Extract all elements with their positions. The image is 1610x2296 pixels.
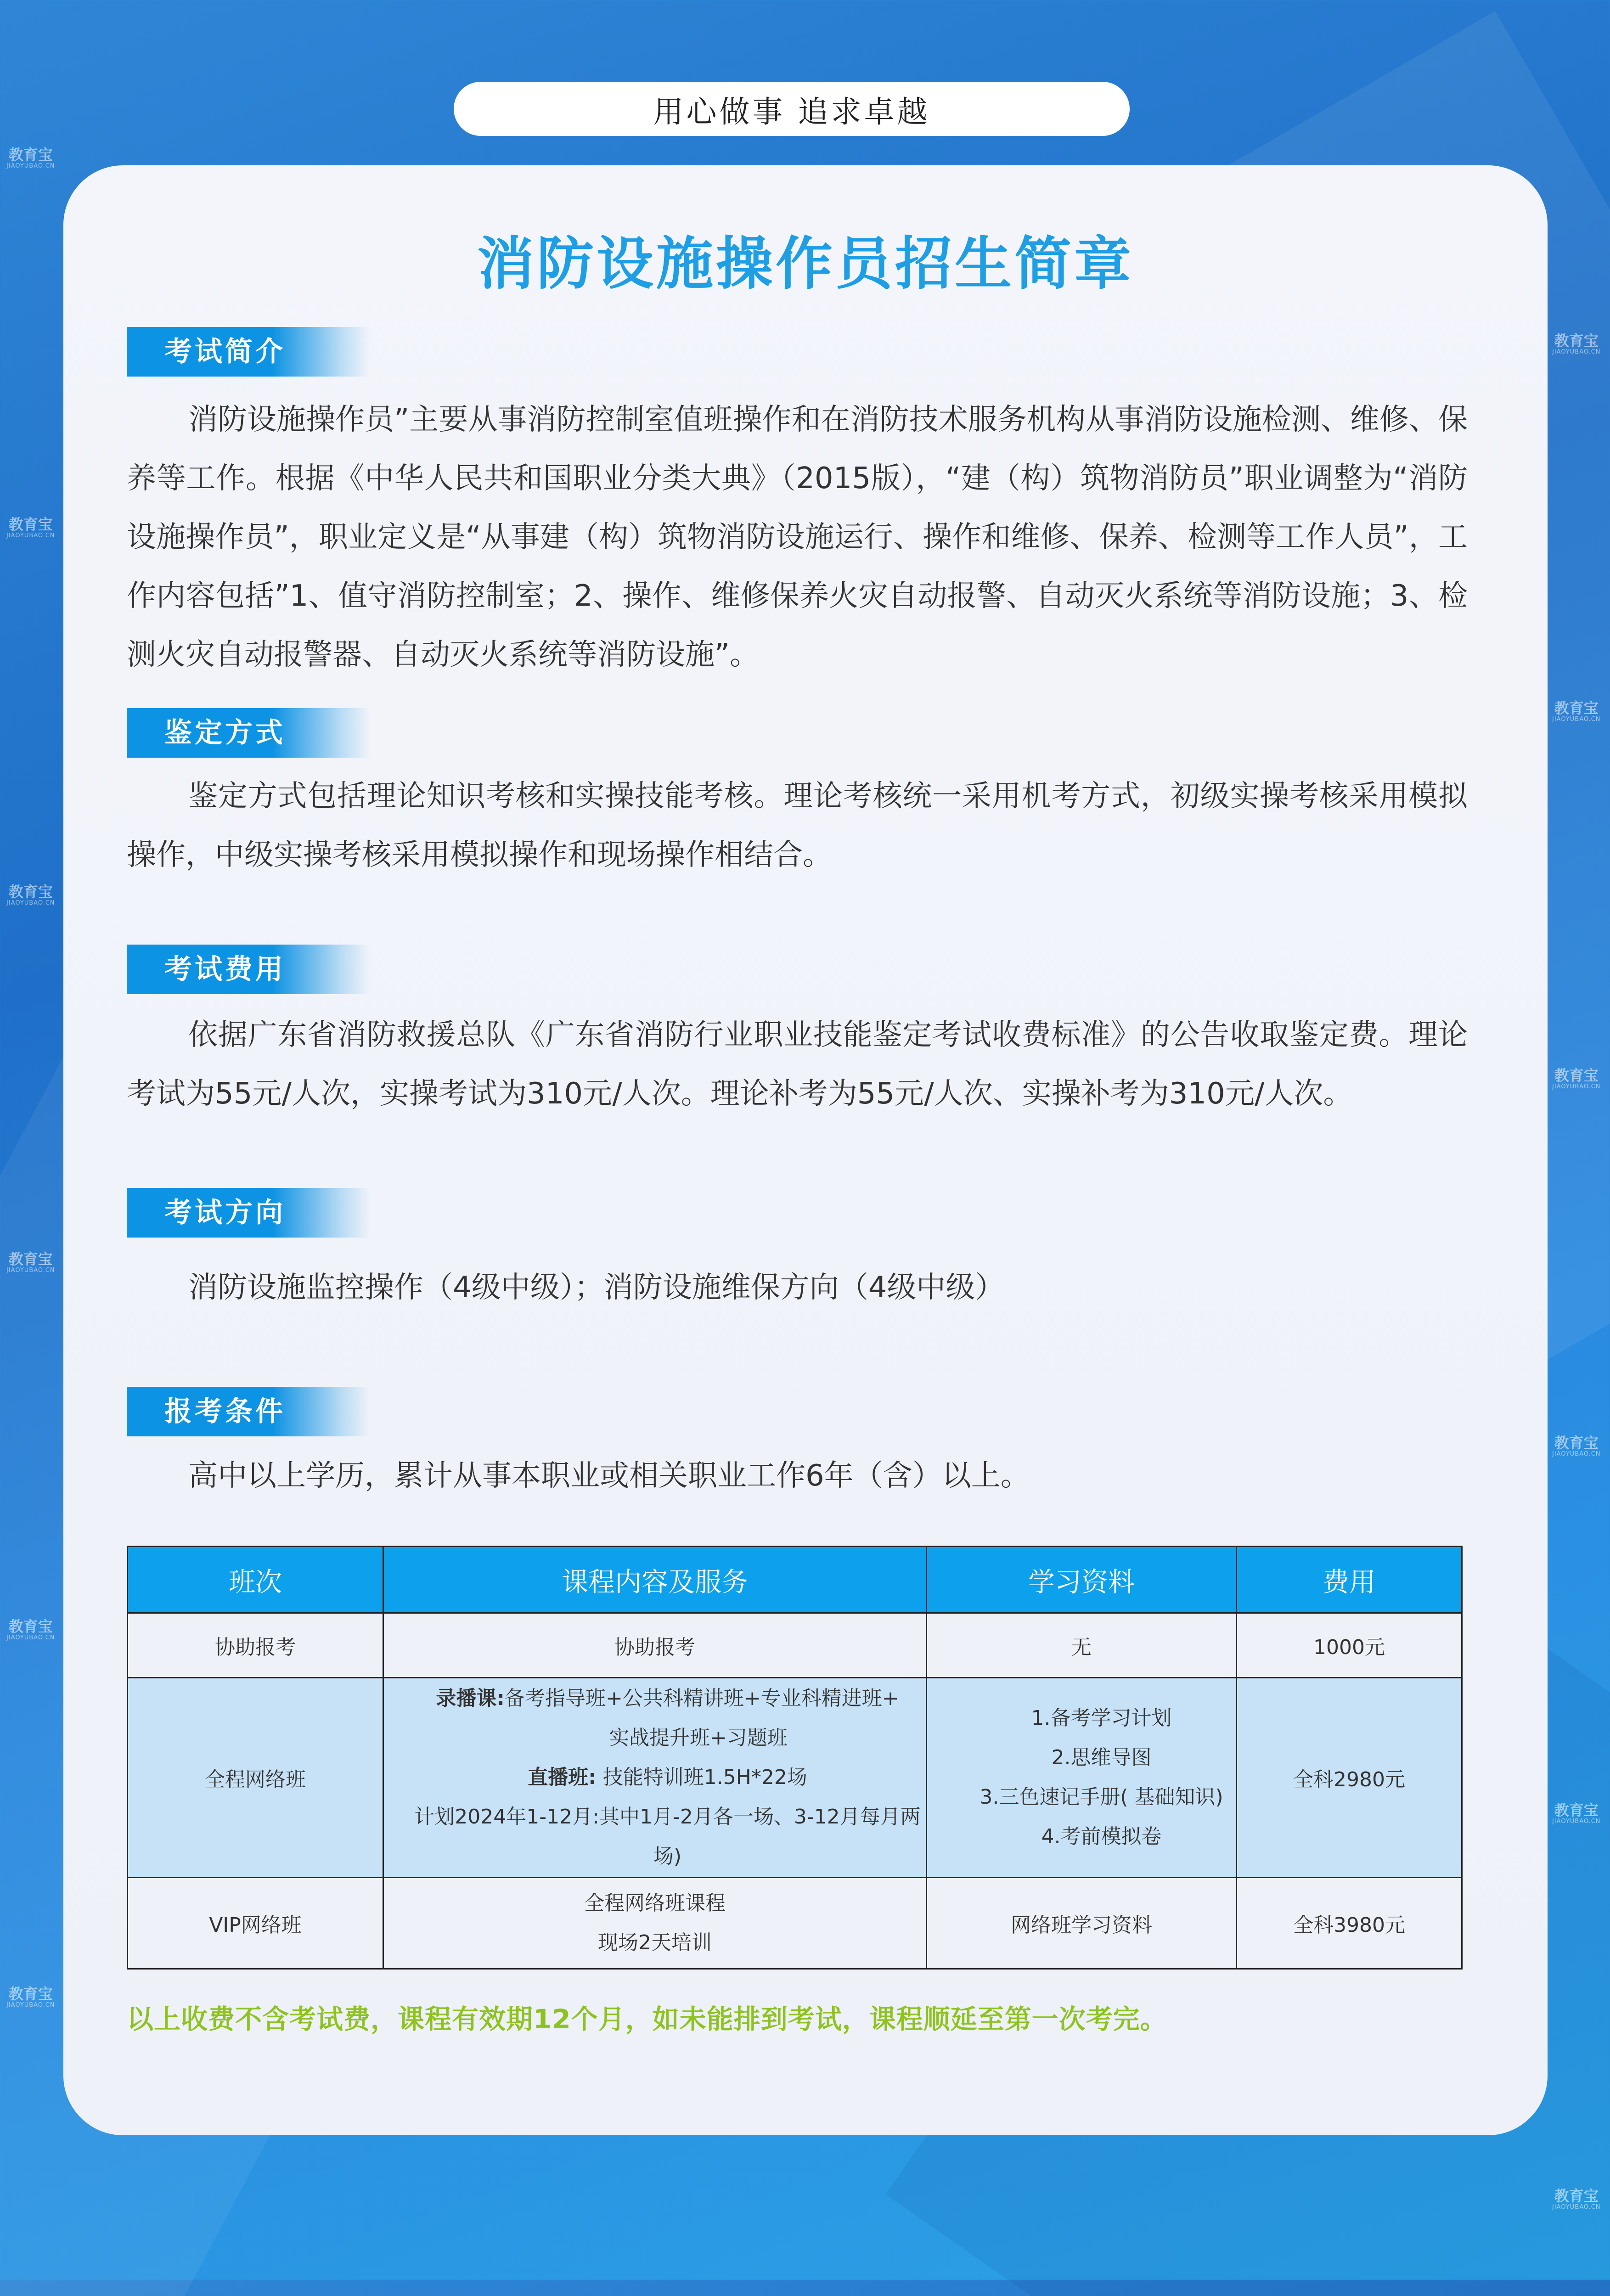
recorded-course-line: 录播课:备考指导班+公共科精讲班+专业科精进班+ [436,1687,899,1710]
section-label-intro: 考试简介 [127,327,370,377]
class-cell: 全程网络班 [128,1678,383,1878]
material-item: 3.三色速记手册( 基础知识) [980,1785,1223,1809]
section-label-direction: 考试方向 [127,1188,370,1238]
table-header-cell: 课程内容及服务 [383,1547,927,1613]
table-row [128,1878,1462,1969]
content-cell [383,1678,927,1878]
pricing-table [127,1546,1463,1970]
slogan-banner: 用心做事 追求卓越 [454,82,1130,136]
section-text-conditions: 高中以上学历，累计从事本职业或相关职业工作6年（含）以上。 [188,1459,1030,1493]
materials-cell [927,1678,1237,1878]
material-item: 1.备考学习计划 [1031,1706,1172,1730]
page-title: 消防设施操作员招生简章 [477,231,1134,297]
table-header-row [128,1547,1462,1613]
section-text-intro: 消防设施操作员”主要从事消防控制室值班操作和在消防技术服务机构从事消防设施检测、维修、保养等工作。根据《中华人民共和国职业分类大典》（2015版），“建（构）筑物消防员”职业调整为“消防设施操作员”，职业定义是“从事建（构）筑物消防设施运行、操作和维修、保养、检测等工作人员”，工作内容包括”1、值守消防控制室；2、操作、维修保养火灾自动报警、自动灭火系统等消防设施；3、检测火灾自动报警器、自动灭火系统等消防设施”。 [127,403,1468,672]
table-header-cell: 班次 [128,1547,383,1613]
section-label-conditions: 报考条件 [127,1387,370,1436]
recorded-course-line: 实战提升班+习题班 [609,1726,788,1750]
class-cell: 协助报考 [128,1613,383,1678]
section-text-direction: 消防设施监控操作（4级中级）；消防设施维保方向（4级中级） [188,1271,1005,1305]
watermark-logo: 教育宝 JIAOYUBAO.CN [1552,699,1601,723]
material-item: 4.考前模拟卷 [1041,1825,1162,1848]
material-item: 2.思维导图 [1051,1746,1152,1769]
watermark-logo: 教育宝 JIAOYUBAO.CN [1552,1067,1601,1090]
watermark-logo: 教育宝 JIAOYUBAO.CN [6,146,55,169]
schedule-line: 计划2024年1-12月:其中1月-2月各一场、3-12月每月两场) [414,1805,921,1868]
section-text-fees: 依据广东省消防救援总队《广东省消防行业职业技能鉴定考试收费标准》的公告收取鉴定费。理论考试为55元/人次，实操考试为310元/人次。理论补考为55元/人次、实操补考为310元/人次。 [127,1018,1468,1111]
class-cell: VIP网络班 [128,1878,383,1969]
watermark-logo: 教育宝 JIAOYUBAO.CN [6,883,55,906]
fee-cell: 全科3980元 [1237,1878,1462,1969]
content-line: 全程网络班课程 [584,1891,726,1915]
watermark-logo: 教育宝 JIAOYUBAO.CN [1552,1801,1601,1825]
materials-cell: 网络班学习资料 [927,1878,1237,1969]
fee-cell: 1000元 [1237,1613,1462,1678]
watermark-logo: 教育宝 JIAOYUBAO.CN [6,516,55,539]
content-line: 现场2天培训 [598,1931,712,1954]
live-course-line: 直播班: 技能特训班1.5H*22场 [528,1766,807,1789]
watermark-logo: 教育宝 JIAOYUBAO.CN [6,1250,55,1274]
watermark-logo: 教育宝 JIAOYUBAO.CN [1552,1434,1601,1458]
section-label-fees: 考试费用 [127,945,370,994]
table-header-cell: 学习资料 [927,1547,1237,1613]
watermark-logo: 教育宝 JIAOYUBAO.CN [6,1618,55,1641]
fee-note: 以上收费不含考试费，课程有效期12个月，如未能排到考试，课程顺延至第一次考完。 [127,2003,1167,2035]
table-row [128,1678,1462,1878]
section-label-assessment: 鉴定方式 [127,708,370,758]
watermark-logo: 教育宝 JIAOYUBAO.CN [6,1985,55,2009]
watermark-logo: 教育宝 JIAOYUBAO.CN [1552,332,1601,355]
content-card [63,165,1548,2135]
content-cell [383,1878,927,1969]
section-text-assessment: 鉴定方式包括理论知识考核和实操技能考核。理论考核统一采用机考方式，初级实操考核采用模拟操作，中级实操考核采用模拟操作和现场操作相结合。 [127,779,1468,872]
table-row [128,1613,1462,1678]
materials-cell: 无 [927,1613,1237,1678]
content-cell: 协助报考 [383,1613,927,1678]
fee-cell: 全科2980元 [1237,1678,1462,1878]
watermark-logo: 教育宝 JIAOYUBAO.CN [1552,2187,1601,2211]
table-header-cell: 费用 [1237,1547,1462,1613]
